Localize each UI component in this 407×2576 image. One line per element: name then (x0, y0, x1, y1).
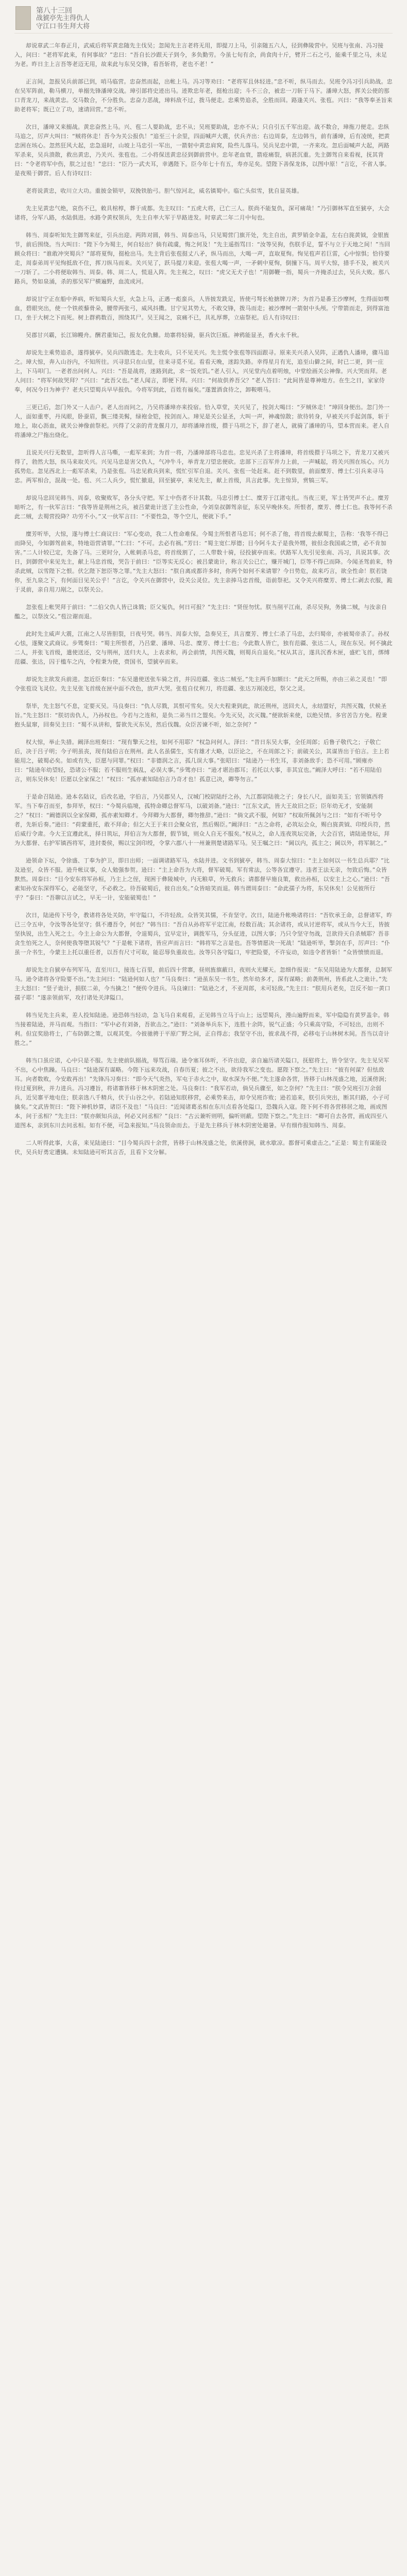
chapter-header (14, 3, 393, 33)
paragraph: 逊领命下坛，令徐盛、丁奉为护卫，即日出师；一面调诸路军马，水陆并进。文书到猇亭，韩当、周泰大惊曰：“主上如何以一书生总兵耶？”比及逊至，众皆不服。逊升帐议事，众人勉强参贺。逊曰：“主上命吾为大将，督军破蜀。军有常法，公等各宜遵守。违者王法无亲，勿致后悔。”众皆默然。周泰曰：“目今安东将军孙桓，乃主上之侄，现困于彝陵城中，内无粮草，外无救兵；请都督早施良策，救出孙桓，以安主上之心。”逊曰：“吾素知孙安东深得军心，必能坚守，不必救之。待吾破蜀后，彼自出矣。”众皆暗笑而退。韩当谓周泰曰：“命此孺子为将，东吴休矣！公见彼所行乎？”泰曰：“吾聊以言试之，早无一计，安能破蜀也！” (14, 857, 390, 901)
paragraph: 韩当口虽应诺，心中只是不服。先主使前队搦战，辱骂百端。逊令塞耳休听，不许出迎，亲自遍历诸关隘口，抚慰将士，皆令坚守。先主见吴军不出，心中焦躁。马良曰：“陆逊深有谋略。今陛下远来攻战，自春历夏；彼之不出，欲待我军之变也。愿陛下察之。”先主曰：“彼有何谋？但怯敌耳。向者数败，今安敢再出！”先锋冯习奏曰：“即今天气炎热，军屯于赤火之中，取水深为不便。”先主遂命各营，皆移于山林茂盛之地，近溪傍涧；待过夏到秋，并力进兵。冯习遵旨，将诸寨皆移于林木阴密之处。马良奏曰：“我军若动，倘吴兵骤至，如之奈何？”先主曰：“朕令吴班引万余弱兵，近吴寨平地屯住；朕亲选八千精兵，伏于山谷之中。若陆逊知朕移营，必乘势来击，却令吴班诈败；逊若追来，朕引兵突出，断其归路，小子可擒矣。”文武皆贺曰：“陛下神机妙算，诸臣不及也！”马良曰：“近闻诸葛丞相在东川点看各处隘口，恐魏兵入寇。陛下何不将各营移居之地，画成图本，问于丞相？”先主曰：“朕亦颇知兵法，何必又问丞相？”良曰：“古云兼听则明，偏听则蔽。望陛下察之。”先主曰：“卿可自去各营，画成四至八道图本，亲到东川去问丞相。如有不便，可急来报知。”马良领命而去。于是先主移兵于林木阴密处避暑。早有细作报知韩当、周泰。 (14, 1057, 390, 1129)
paragraph: 却说先主乘势追杀，遂得猇亭。吴兵四散逃走。先主收兵，只不见关兴。先主慌令张苞等四面跟寻。原来关兴杀入吴阵，正遇仇人潘璋，骤马追之。璋大惊，奔入山谷内，不知所往。兴寻思只在山里，往来寻觅不见。看看天晚，迷踪失路。幸得星月有光，追至山僻之间，时已二更，到一庄上，下马叩门。一老者出问何人。兴曰：“吾是战将，迷路到此，求一饭充饥。”老人引入，兴见堂内点着明烛，中堂绘画关公神像。兴大哭而拜。老人问曰：“将军何故哭拜？”兴曰：“此吾父也。”老人闻言，即便下拜。兴曰：“何故供养吾父？”老人答曰：“此间皆是尊神地方。在生之日，家家侍奉，何况今日为神乎？老夫只望蜀兵早早报仇。今将军到此，百姓有福矣。”遂置酒食待之，卸鞍喂马。 (14, 349, 389, 393)
paragraph: 正言间，忽报吴兵前部已到，哨马临营。忠奋然而起，出帐上马。冯习等劝曰：“老将军且休轻进。”忠不听，纵马而去。吴班令冯习引兵助战。忠在吴军阵前，勒马横刀，单搦先锋潘璋交战。璋引部将史迹出马。迹欺忠年老，挺枪出迎；斗不三合，被忠一刀斩于马下。潘璋大怒，挥关公使的那口青龙刀，来战黄忠。交马数合，不分胜负。忠奋力恶战，璋料敌不过，拨马便走。忠乘势追杀，全胜而回。路逢关兴、张苞。兴曰：“我等奉圣旨来助老将军；既已立了功，速请回营。”忠不听。 (14, 78, 393, 113)
paragraph: 次日，陆逊传下号令，教诸将各处关防，牢守隘口，不许轻敌。众皆笑其懦，不肯坚守。次日，陆逊升帐唤诸将曰：“吾钦承王命，总督诸军，昨已三令五申，令汝等各处坚守；俱不遵吾令，何也？”韩当曰：“吾自从孙将军平定江南，经数百战；其余诸将，或从讨逆将军，或从当今大王，皆披坚执锐，出生入死之士。今主上命公为大都督，令退蜀兵，宜早定计，调拨军马，分头征进，以图大事；乃只令坚守勿战，岂欲待天自杀贼耶？吾非贪生怕死之人，奈何使我等堕其锐气？”于是帐下诸将，皆应声而言曰：“韩将军之言是也。吾等情愿决一死战！”陆逊听毕，掣剑在手，厉声曰：“仆虽一介书生，今蒙主上托以重任者，以吾有尺寸可取，能忍辱负重故也。汝等只各守隘口，牢把险要，不许妄动，如违令者皆斩！”众皆愤愤而退。 (14, 912, 393, 956)
paragraph: 老将说黄忠，收川立大功。重披金锁甲，双挽铁胎弓。胆气惊河北，威名镇蜀中。临亡头似雪，犹自显英雄。 (26, 188, 303, 194)
paragraph: 且说关兴行无数里，忽听得人言马嘶，一彪军来到；为首一将，乃潘璋部将马忠也。忠见兴杀了主将潘璋，将首级擐于马项之下，青龙刀又被兴得了，勃然大怒，纵马来取关兴。兴见马忠是害父仇人，气冲牛斗，举青龙刀望忠便砍。忠部下三百军并力上前，一声喊起，将关兴围在垓心。兴力孤势危。忽见西北上一彪军杀来，乃是张苞。马忠见救兵到来，慌忙引军自退。关兴、张苞一处赶来。赶不到数里，前面糜芳、傅士仁引兵来寻马忠。两军相合，混战一处。苞、兴二人兵少，慌忙撤退，回至猇亭，来见先主，献上首级，具言此事。先主惊异，赏犒三军。 (14, 449, 389, 484)
paragraph: 祭毕，先主怒气不息，定要灭吴。马良奏曰：“仇人尽戮，其恨可雪矣。吴大夫程秉到此，欲还荆州，送回夫人，永结盟好，共图灭魏，伏候圣旨。”先主怒曰：“朕切齿仇人，乃孙权也。今若与之连和，是负二弟当日之盟矣。今先灭吴，次灭魏。”便欲斩来使，以绝吴情。多官苦告方免。程秉抱头鼠窜，回奏吴主曰：“蜀不从讲和，誓欲先灭东吴，然后伐魏。众臣苦谏不听，如之奈何？” (14, 703, 387, 728)
paragraph: 却说先主欲发兵前进。忽近臣奏曰：“东吴遣使送张车骑之首，并囚范疆、张达二贼至。”先主两手加额曰：“此天之所赐，亦由三弟之灵也！”即令张苞设飞灵位。先主见张飞首级在匣中面不改色，放声大哭。张苞自仗利刀，将范疆、张达万剐凌迟，祭父之灵。 (14, 676, 387, 692)
chapter-number: 第八十三回 (36, 7, 72, 15)
paragraph: 却说先主自猇亭布列军马，直至川口，接连七百里，前后四十营寨，昼则旌旗蔽日，夜则火光耀天。忽细作报说：“东吴用陆逊为大都督，总制军马。逊令诸将各守险要不出。”先主问曰：“陆逊何如人也？”马良奏曰：“逊虽东吴一书生，然年幼多才，深有谋略；前袭荆州，皆系此人之诡计。”先主大怒曰：“竖子诡计，损朕二弟，今当擒之！”便传令进兵。马良谏曰：“陆逊之才，不亚周郎，未可轻敌。”先主曰：“朕用兵老矣，岂反不如一黄口孺子耶！”遂亲领前军，攻打诸处关津隘口。 (14, 967, 393, 1001)
paragraph: 权大惊，举止失措。阚泽出班奏曰：“现有擎天之柱，如何不用耶？”权急问何人。泽曰：“昔日东吴大事，全任周郎；后鲁子敬代之；子敬亡后，决于吕子明；今子明虽丧，现有陆伯言在荆州。此人名虽儒生，实有雄才大略，以臣论之，不在周郎之下；前破关公，其谋皆出于伯言。主上若能用之，破蜀必矣。如或有失，臣愿与同罪。”权曰：“非德润之言，孤几误大事。”张昭曰：“陆逊乃一书生耳，非刘备敌手；恐不可用。”顾雍亦曰：“陆逊年幼望轻，恐诸公不服；若不服则生祸乱，必误大事。”步骘亦曰：“逊才堪治郡耳；若托以大事，非其宜也。”阚泽大呼曰：“若不用陆伯言，则东吴休矣！臣愿以全家保之！”权曰：“孤亦素知陆伯言乃奇才也！孤意已决，卿等勿言。” (14, 739, 389, 783)
chapter-body (14, 41, 393, 1165)
paragraph: 却说甘宁正在船中养病，听知蜀兵大至，火急上马，正遇一彪蛮兵，人皆披发跣足，皆使弓弩长枪搪牌刀斧；为首乃是番王沙摩柯，生得面如噀血，碧眼突出，使一个铁蒺藜骨朵，腰带两张弓，威风抖擞。甘宁见其势大，不敢交锋，拨马而走；被沙摩柯一箭射中头颅。宁带箭而走，到得富池口，坐于大树之下而死。树上群鸦数百，围绕其尸。吴王闻之，哀痛不已，具礼厚葬，立庙祭祀。后人有诗叹曰： (14, 296, 389, 321)
paragraph: 却说章武二年春正月，武威后将军黄忠随先主伐吴；忽闻先主言老将无用，即提刀上马，引亲随五六人，径到彝陵营中。吴班与张南、冯习接入，问曰：“老将军此来，有何事故？”忠曰：“吾自长沙跟天子到今，多负勤劳。今虽七旬有余，尚食肉十斤，臂开二石之弓，能乘千里之马，未足为老。昨日主上言吾等老迈无用，故来此与东吴交锋，看吾斩将，老也不老！” (14, 42, 387, 67)
paragraph: 三更已后，忽门外又一人击户。老人出而问之，乃吴将潘璋亦来投宿。恰入草堂，关兴见了，按剑大喝曰：“歹贼休走！”璋回身便出。忽门外一人，面如重枣，丹凤眼，卧蚕眉，飘三缕美髯，绿袍金铠，按剑而入。璋见是关公显圣，大叫一声，神魂惊散；欲待转身，早被关兴手起剑落，斩于地上，取心沥血，就关公神像前祭祀。兴得了父亲的青龙偃月刀，却将潘璋首级，擐于马项之下，辞了老人，就骑了潘璋的马，望本营而来。老人自将潘璋之尸拖出烧化。 (14, 404, 390, 438)
paragraph: 忽张苞上帐哭拜于前曰：“二伯父仇人皆已诛戮；臣父冤仇，何日可报？”先主曰：“贤侄勿忧。朕当削平江南，杀尽吴狗，务擒二贼，与汝亲自醢之，以祭汝父。”苞泣谢而退。 (14, 604, 387, 620)
paragraph: 次日，潘璋又来搦战。黄忠奋然上马。兴、苞二人要助战，忠不从；吴班要助战，忠亦不从；只自引五千军出迎。战不数合，璋拖刀便走。忠纵马追之，厉声大叫曰：“贼将休走！吾今为关公报仇！”追至三十余里，四面喊声大震，伏兵齐出：右边周泰，左边韩当，前有潘璋，后有凌统，把黄忠困在垓心。忽然狂风大起，忠急退时，山坡上马忠引一军出，一箭射中黄忠肩窝，险些儿落马。吴兵见忠中箭，一齐来攻。忽后面喊声大起，两路军杀来，吴兵溃散，救出黄忠，乃关兴、张苞也。二小将保送黄忠径到御前营中。忠年老血衰，箭疮痛裂，病甚沉重。先主御驾自来看视，抚其背曰：“令老将军中伤，朕之过也！”忠曰：“臣乃一武夫耳，幸遇陛下。臣今年七十有五，寿亦足矣。望陛下善保龙体，以图中原！”言讫，不省人事。是夜殒于御营。后人有诗叹曰： (14, 124, 391, 177)
paragraph: 先主见黄忠气绝，哀伤不已，敕具棺椁，葬于成都。先主叹曰：“五虎大将，已亡三人。朕尚不能复仇，深可痛哉！”乃引御林军直至猇亭，大会诸将，分军八路，水陆俱进。水路令黄权领兵，先主自率大军于旱路进发。时章武二年二月中旬也。 (14, 205, 390, 221)
paragraph: 二人听得此事，大喜，来见陆逊曰：“目今蜀兵四十余营，皆移于山林茂盛之处，依溪傍涧，就水歇凉。都督可乘虚击之。”正是：蜀主有谋能设伏，吴兵好勇定遭擒。未知陆逊可听其言否，且看下文分解。 (14, 1140, 387, 1156)
paragraph: 糜芳听毕，大惊，遂与傅士仁商议曰：“军心变动，我二人性命难保。今蜀主所恨者马忠耳；何不杀了他，将首级去献蜀主，告称：‘我等不得已而降吴，今知御驾前来，特地诣营请罪。’”仁曰：“不可。去必有祸。”芳曰：“蜀主宽仁厚德；目今阿斗太子是我外甥，彼但念我国戚之情，必不肯加害。”二人计较已定，先备了马。三更时分，入帐刺杀马忠，将首级割了，二人带数十骑，径投猇亭而来。伏路军人先引见张南、冯习，具说其事。次日，到御营中来见先主，献上马忠首级，哭告于前曰：“臣等实无反心；被吕蒙诡计，称言关公已亡，赚开城门，臣等不得已而降。今闻圣驾前来，特杀此贼，以雪陛下之恨。伏乞陛下恕臣等之罪。”先主大怒曰：“朕自离成都许多时，你两个如何不来请罪？今日势危，故来巧言，欲全性命！朕若饶你，至九泉之下，有何面目见关公乎！”言讫，令关兴在御营中，设关公灵位。先主亲捧马忠首级，诣前祭祀。又令关兴将糜芳、傅士仁剥去衣服，跪于灵前，亲自用刀剐之，以祭关公。 (14, 531, 393, 593)
paragraph: 吴郡甘兴霸，长江锦幔舟。酬君重知己，报友化仇雠。劫寨将轻骑，驱兵饮巨瓯。神鸦能显圣，香火永千秋。 (26, 332, 303, 338)
book-cover-icon (15, 6, 31, 30)
paragraph: 韩当见先主兵来，差人投知陆逊。逊恐韩当轻动，急飞马自来观看，正见韩当立马于山上；远望蜀兵，漫山遍野而来，军中隐隐有黄罗盖伞。韩当接着陆逊，并马而观。当指曰：“军中必有刘备，吾欲击之。”逊曰：“刘备举兵东下，连胜十余阵，锐气正盛；今只乘高守险，不可轻出，出则不利。但宜奖励将士，广布防御之策，以观其变。今彼驰骋于平原广野之间，正自得志；我坚守不出，彼求战不得，必移屯于山林树木间。吾当以奇计胜之。” (14, 1012, 389, 1046)
paragraph: 韩当、周泰听知先主御驾来征，引兵出迎。两阵对圆，韩当、周泰出马，只见蜀营门旗开处，先主自出，黄罗销金伞盖，左右白旄黄钺，金银旌节，前后围绕。当大叫曰：“陛下今为蜀主，何自轻出？倘有疏虞，悔之何及！”先主遥指骂曰：“汝等吴狗，伤朕手足，誓不与立于天地之间！”当回顾众将曰：“谁敢冲突蜀兵？”部将夏恂，挺枪出马。先主背后张苞挺丈八矛，纵马而出，大喝一声，直取夏恂。恂见苞声若巨雷，心中惊惧；恰待要走，周泰弟周平见恂抵敌不住，挥刀纵马而来。关兴见了，跃马提刀来迎。张苞大喝一声，一矛刺中夏恂，倒撞下马。周平大惊，措手不及，被关兴一刀斩了。二小将便取韩当、周泰。韩、周二人，慌退入阵。先主视之，叹曰：“虎父无犬子也！”用御鞭一指，蜀兵一齐掩杀过去，吴兵大败。那八路兵，势如泉涌，杀的那吴军尸横遍野，血流成河。 (14, 232, 391, 285)
paragraph: 却说马忠回见韩当、周泰，收聚败军，各分头守把。军士中伤者不计其数。马忠引傅士仁、糜芳于江渚屯扎。当夜三更，军士皆哭声不止。糜芳暗听之，有一伙军言曰：“我等皆是荆州之兵，被吕蒙诡计送了主公性命，今刘皇叔御驾亲征，东吴早晚休矣。所恨者，糜芳、傅士仁也。我等何不杀此二贼，去蜀营投降？功劳不小。”又一伙军言曰：“不要性急，等个空儿，便就下手。” (14, 495, 393, 520)
paragraph: 此时先主威声大震，江南之人尽皆胆裂，日夜号哭。韩当、周泰大惊，急奏吴王，具言糜芳、傅士仁杀了马忠，去归蜀帝，亦被蜀帝杀了。孙权心怯，遂聚文武商议。步骘奏曰：“蜀主所恨者，乃吕蒙、潘璋、马忠、糜芳、傅士仁也；今此数人皆亡，独有范疆、张达二人，现在东吴。何不擒此二人，并张飞首级，遣使送还，交与荆州，送归夫人，上表求和，再会前情，共图灭魏，则蜀兵自退矣。”权从其言，遂具沉香木匣，盛贮飞首，绑缚范疆、张达，囚于槛车之内，令程秉为使，赍国书，望猇亭而来。 (14, 631, 393, 665)
paragraph: 于是命召陆逊。逊本名陆议，后改名逊，字伯言，乃吴郡吴人，汉城门校尉陆纡之孙，九江都尉陆骏之子；身长八尺，面如美玉；官领镇西将军。当下奉召而至，参拜毕，权曰：“今蜀兵临境，孤特命卿总督军马，以破刘备。”逊曰：“江东文武，皆大王故旧之臣；臣年幼无才，安能制之？”权曰：“阚德润以全家保卿，孤亦素知卿才。今拜卿为大都督，卿勿推辞。”逊曰：“倘文武不服，何如？”权取所佩剑与之曰：“如有不听号令者，先斩后奏。”逊曰：“荷蒙重托，敢不拜命；但乞大王于来日会聚众官，然后赐臣。”阚泽曰：“古之命将，必筑坛会众，赐白旄黄钺、印绶兵符，然后威行令肃。今大王宜遵此礼，择日筑坛，拜伯言为大都督，假节钺，则众人自无不服矣。”权从之，命人连夜筑坛完备，大会百官，请陆逊登坛，拜为大都督、右护军镇西将军，进封娄侯，赐以宝剑印绶，令掌六郡八十一州兼荆楚诸路军马。吴王嘱之曰：“阃以内，孤主之；阃以外，将军制之。” (14, 793, 391, 846)
chapter-title: 战猇亭先主得仇人 守江口书生拜大将 (36, 14, 90, 30)
